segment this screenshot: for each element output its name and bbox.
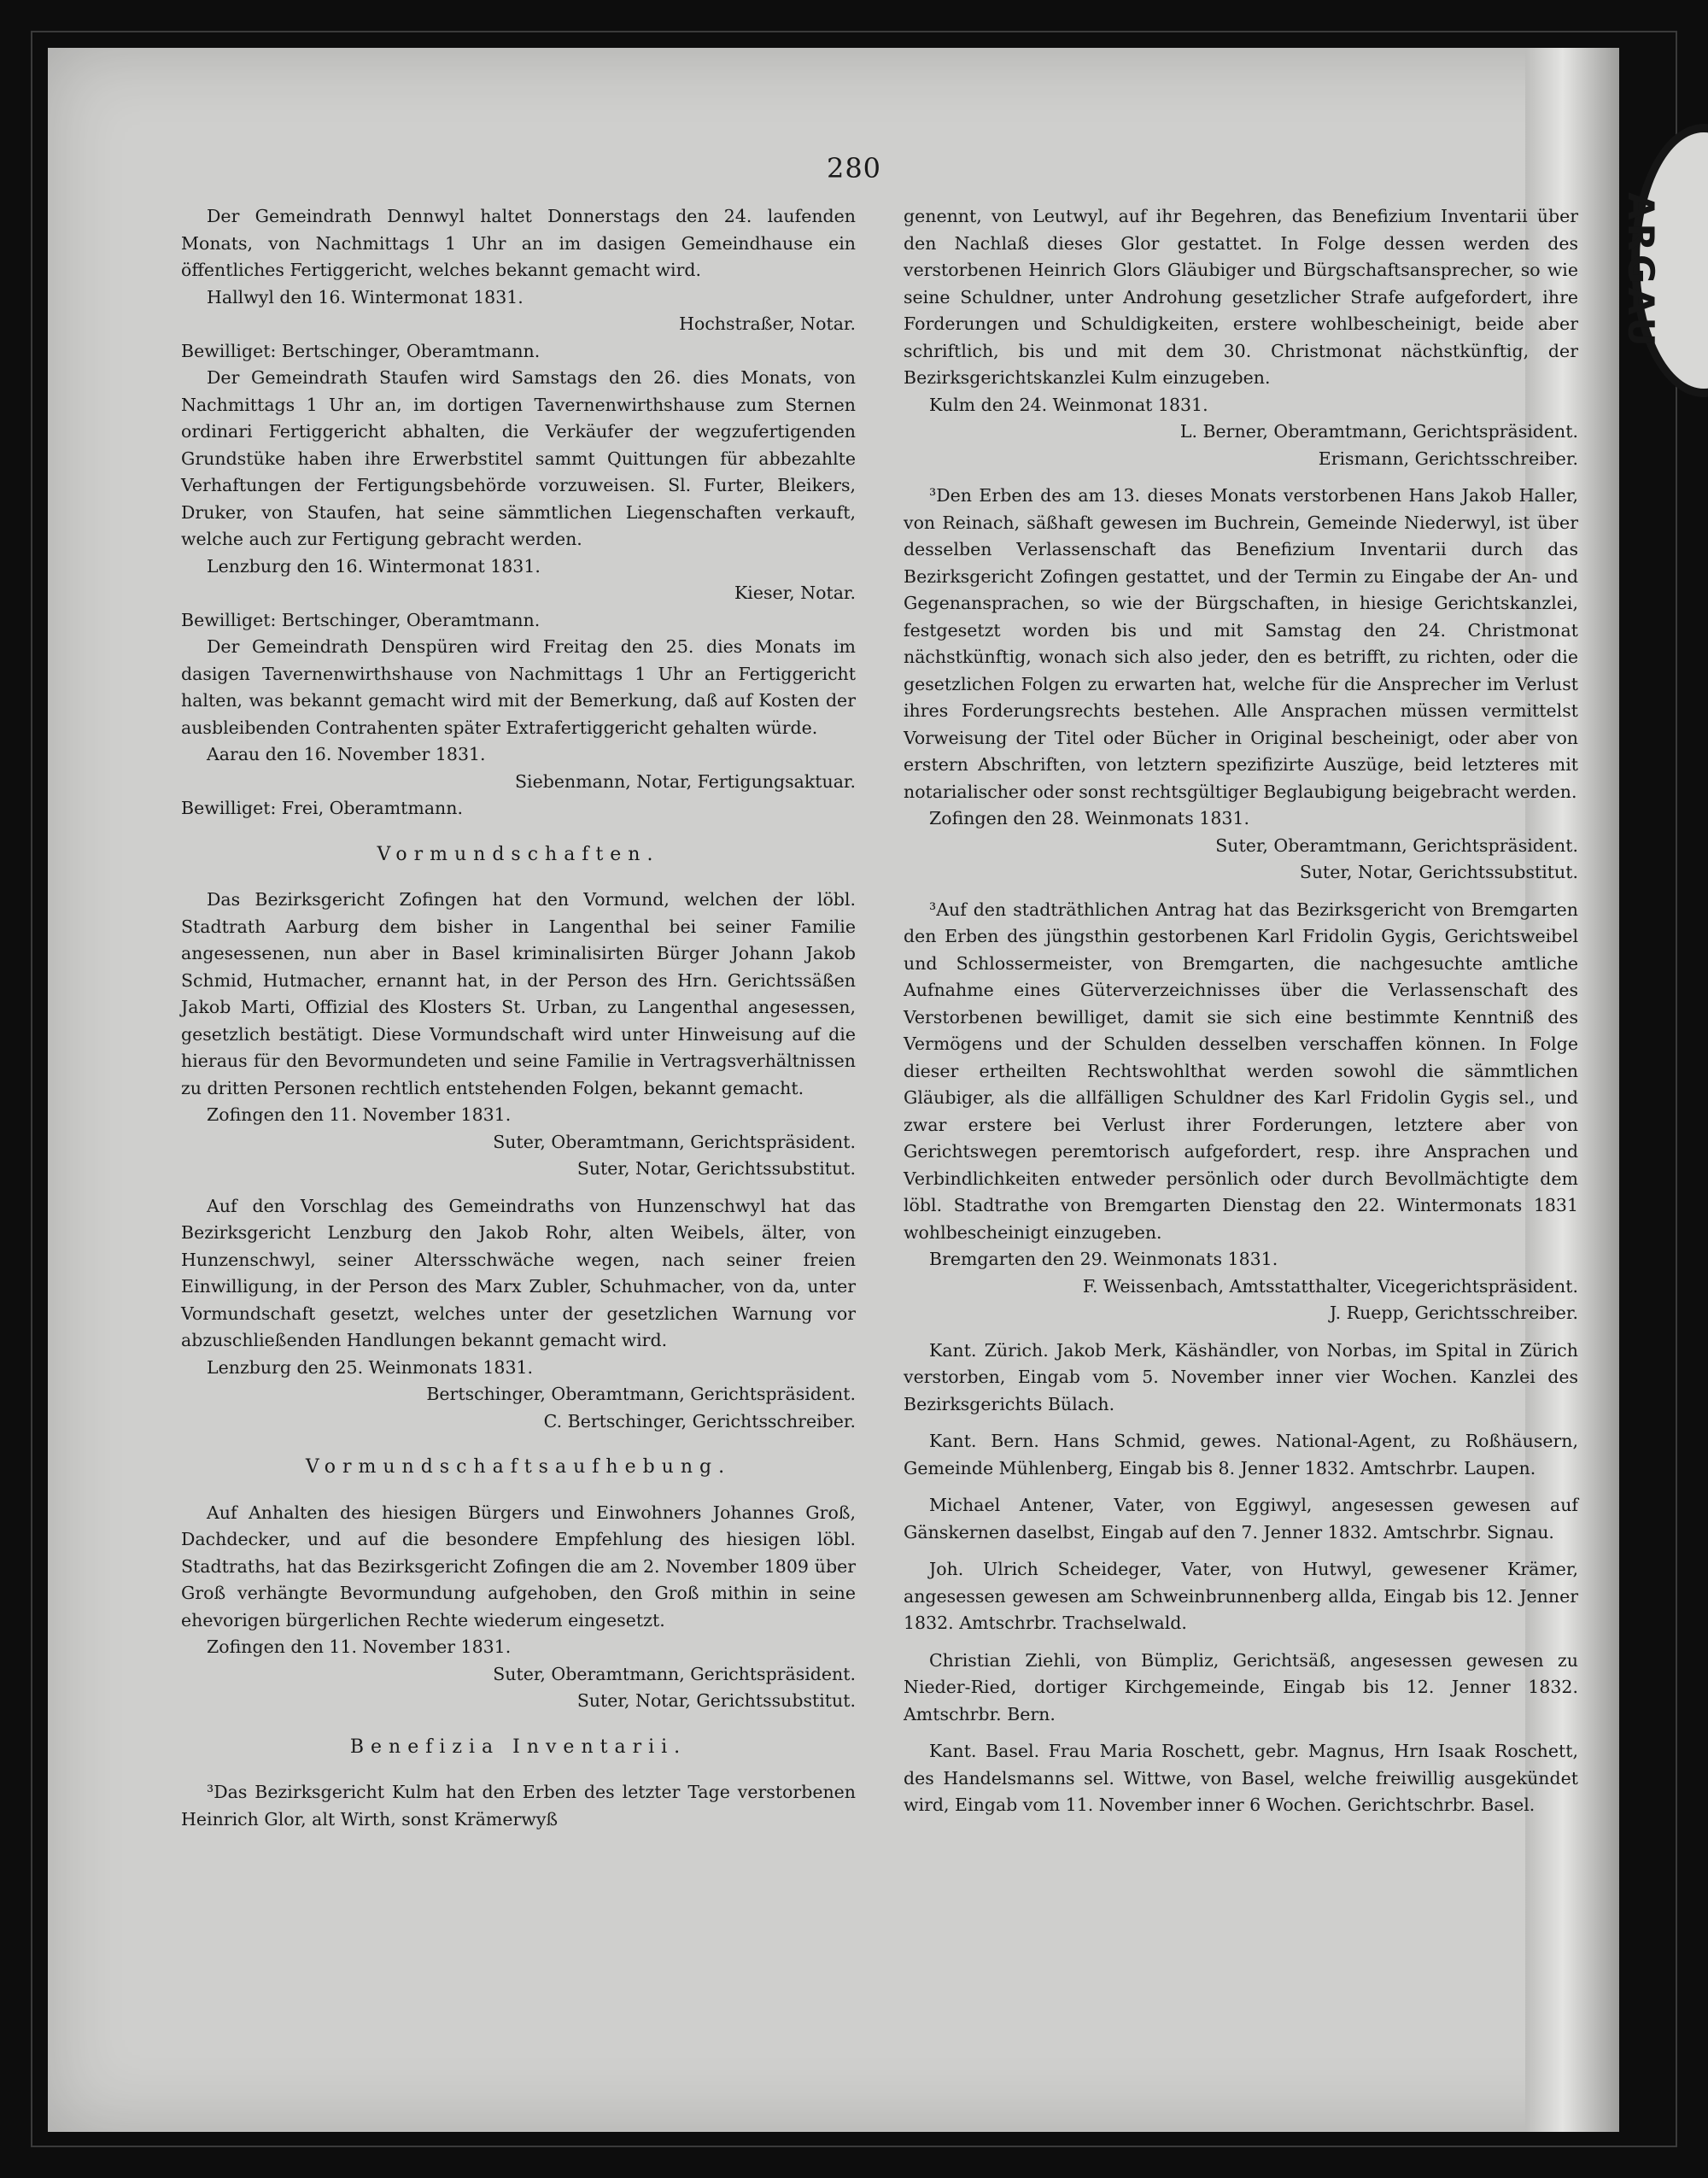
text-line: Michael Antener, Vater, von Eggiwyl, angesessen gewesen auf Gänskernen daselbst, Eingab auf den 7. Jenner 1832. Amtschrbr. Signau.: [904, 1495, 1578, 1543]
text-line: Lenzburg den 16. Wintermonat 1831.: [207, 555, 541, 577]
text-line: Zofingen den 11. November 1831.: [207, 1636, 512, 1657]
text-line: Der Gemeindrath Dennwyl haltet Donnerstags den 24. laufenden Monats, von Nachmittags 1 Uhr an im dasigen Gemeindhause ein öffentliches Fertiggericht, welches bekannt gemacht wird.: [181, 206, 856, 280]
spacer: [181, 1183, 856, 1193]
text-line: Kant. Basel. Frau Maria Roschett, gebr. Magnus, Hrn Isaak Roschett, des Handelsmanns sel. Wittwe, von Basel, welche freiwillig ausgekündet wird, Eingab vom 11. November inner 6 Wochen. Gerichtschrbr. Basel.: [904, 1741, 1578, 1815]
text-line: Suter, Notar, Gerichtssubstitut.: [1299, 862, 1578, 882]
section-heading: Vormundschaftsaufhebung.: [305, 1456, 732, 1478]
text-line: F. Weissenbach, Amtsstatthalter, Vicegerichtspräsident.: [1082, 1275, 1578, 1297]
spacer: [904, 1546, 1578, 1556]
text-line: ³Den Erben des am 13. dieses Monats verstorbenen Hans Jakob Haller, von Reinach, säßhaft gewesen im Buchrein, Gemeinde Niederwyl, ist über desselben Verlassenschaft das Benefizium Inventarii durch das Bezirksgericht Zofingen gestattet, und der Termin zu Eingabe der An- und Gegenansprachen, so wie der Bürgschaften, in hiesige Gerichtskanzlei, festgesetzt worden bis und mit Samstag den 24. Christmonat nächstkünftig, wonach sich also jeder, den es betrifft, zu richten, oder die gesetzlichen Folgen zu erwarten hat, welche für die Ansprecher im Verlust ihres Forderungsrechts bestehen. Alle Ansprachen müssen vermittelst Vorweisung der Titel oder Bücher in Original bescheinigt, oder aber von erstern Abschriften, von letztern spezifizirte Auszüge, beid letzteres mit notarialischer oder sonst rechtsgültiger Beglaubigung beigebracht werden.: [904, 485, 1578, 802]
spacer: [904, 1418, 1578, 1428]
right-column: [904, 203, 1578, 1819]
spacer: [904, 887, 1578, 897]
spacer: [904, 1728, 1578, 1738]
spacer: [904, 472, 1578, 483]
text-line: Siebenmann, Notar, Fertigungsaktuar.: [515, 770, 856, 792]
text-line: Joh. Ulrich Scheideger, Vater, von Hutwyl, gewesener Krämer, angesessen gewesen am Schweinbrunnenberg allda, Eingab bis 12. Jenner 1832. Amtschrbr. Trachselwald.: [904, 1559, 1578, 1633]
text-line: Zofingen den 11. November 1831.: [207, 1104, 512, 1125]
text-line: Suter, Oberamtmann, Gerichtspräsident.: [493, 1131, 856, 1152]
text-line: Bewilliget: Bertschinger, Oberamtmann.: [181, 609, 541, 630]
text-line: J. Ruepp, Gerichtsschreiber.: [1329, 1303, 1578, 1323]
text-line: Kant. Bern. Hans Schmid, gewes. National-Agent, zu Roßhäusern, Gemeinde Mühlenberg, Eingab bis 8. Jenner 1832. Amtschrbr. Laupen.: [904, 1431, 1578, 1478]
section-heading: Benefizia Inventarii.: [349, 1736, 687, 1758]
text-line: Hallwyl den 16. Wintermonat 1831.: [207, 286, 524, 307]
text-line: Suter, Oberamtmann, Gerichtspräsident.: [1215, 834, 1578, 856]
text-line: genennt, von Leutwyl, auf ihr Begehren, das Benefizium Inventarii über den Nachlaß dieses Glor gestattet. In Folge dessen werden des verstorbenen Heinrich Glors Gläubiger und Bürgschaftsansprecher, so wie seine Schuldner, unter Androhung gesetzlicher Strafe aufgefordert, ihre Forderungen und Schuldigkeiten, erstere wohlbescheinigt, beide aber schriftlich, bis und mit dem 30. Christmonat nächstkünftig, der Bezirksgerichtskanzlei Kulm einzugeben.: [904, 206, 1578, 388]
text-line: Erismann, Gerichtsschreiber.: [1318, 448, 1578, 469]
text-line: Bremgarten den 29. Weinmonats 1831.: [929, 1249, 1278, 1269]
text-line: Kant. Zürich. Jakob Merk, Käshändler, von Norbas, im Spital in Zürich verstorben, Eingab vom 5. November inner vier Wochen. Kanzlei des Bezirksgerichts Bülach.: [904, 1339, 1578, 1414]
text-line: Auf Anhalten des hiesigen Bürgers und Einwohners Johannes Groß, Dachdecker, und auf die besondere Empfehlung des hiesigen löbl. Stadtraths, hat das Bezirksgericht Zofingen die am 2. November 1809 über Groß verhängte Bevormundung aufgehoben, den Groß mithin in seine ehevorigen bürgerlichen Rechte wiederum eingesetzt.: [181, 1502, 856, 1631]
spacer: [904, 1482, 1578, 1492]
section-heading: Vormundschaften.: [377, 843, 660, 865]
text-line: Lenzburg den 25. Weinmonats 1831.: [207, 1356, 534, 1378]
text-line: Suter, Notar, Gerichtssubstitut.: [576, 1158, 856, 1179]
text-line: L. Berner, Oberamtmann, Gerichtspräsident.: [1179, 421, 1578, 442]
text-line: Bewilliget: Frei, Oberamtmann.: [181, 798, 463, 818]
text-line: Christian Ziehli, von Bümpliz, Gerichtsäß, angesessen gewesen zu Nieder-Ried, dortiger Kirchgemeinde, Eingab bis 12. Jenner 1832. Amtschrbr. Bern.: [904, 1649, 1578, 1724]
text-line: Das Bezirksgericht Zofingen hat den Vormund, welchen der löbl. Stadtrath Aarburg dem bisher in Langenthal bei seiner Familie angesessenen, nun aber in Basel kriminalisirten Bürger Johann Jakob Schmid, Hutmacher, ernannt hat, in der Person des Hrn. Gerichtssäßen Jakob Marti, Offizial des Klosters St. Urban, zu Langenthal angesessen, gesetzlich bestätigt. Diese Vormundschaft wird unter Hinweisung auf die hieraus für den Bevormundeten und seine Familie in Vertragsverhältnissen zu dritten Personen rechtlich entstehenden Folgen, bekannt gemacht.: [181, 889, 856, 1098]
stamp-text: ARGAU: [1620, 192, 1662, 350]
text-line: Suter, Notar, Gerichtssubstitut.: [576, 1690, 856, 1711]
text-line: Kieser, Notar.: [734, 583, 856, 603]
text-line: Zofingen den 28. Weinmonats 1831.: [929, 808, 1249, 828]
left-column: [181, 203, 856, 1833]
text-line: ³Auf den stadträthlichen Antrag hat das Bezirksgericht von Bremgarten den Erben des jüngsthin gestorbenen Karl Fridolin Gygis, Gerichtsweibel und Schlossermeister, von Bremgarten, die nachgesuchte amtliche Aufnahme eines Güterverzeichnisses über die Verlassenschaft des Verstorbenen bewilliget, damit sie sich eine bestimmte Kenntniß des Vermögens und der Schulden desselben verschaffen können. In Folge dieser ertheilten Rechtswohlthat werden sowohl die sämmtlichen Gläubiger, als die allfälligen Schuldner des Karl Fridolin Gygis sel., und zwar erstere bei Verlust ihrer Forderungen, letztere aber von Gerichtswegen peremtorisch aufgefordert, resp. ihre Ansprachen und Verbindlichkeiten entweder persönlich oder durch Bevollmächtigte dem löbl. Stadtrathe von Bremgarten Dienstag den 22. Wintermonats 1831 wohlbescheinigt einzugeben.: [904, 899, 1578, 1243]
text-line: Auf den Vorschlag des Gemeindraths von Hunzenschwyl hat das Bezirksgericht Lenzburg den Jakob Rohr, alten Weibels, älter, von Hunzenschwyl, seiner Altersschwäche wegen, nach seiner freien Einwilligung, in der Person des Marx Zubler, Schuhmacher, von da, unter Vormundschaft gesetzt, welches unter der gesetzlichen Warnung vor abzuschließenden Handlungen bekannt gemacht wird.: [181, 1195, 856, 1350]
page-number: 280: [826, 152, 882, 184]
text-line: Bertschinger, Oberamtmann, Gerichtspräsident.: [426, 1384, 856, 1404]
text-line: Kulm den 24. Weinmonat 1831.: [929, 394, 1208, 415]
text-line: Aarau den 16. November 1831.: [207, 744, 486, 764]
text-line: Bewilliget: Bertschinger, Oberamtmann.: [181, 340, 541, 361]
text-line: Der Gemeindrath Staufen wird Samstags den 26. dies Monats, von Nachmittags 1 Uhr an, im dortigen Tavernenwirthshause zum Sternen ordinari Fertiggericht abhalten, die Verkäufer der wegzufertigenden Grundstüke haben ihre Erwerbstitel sammt Quittungen für abbezahlte Verhaftungen der Fertigungsbehörde vorzuweisen. Sl. Furter, Bleikers, Druker, von Staufen, hat seine sämmtlichen Liegenschaften verkauft, welche auch zur Fertigung gebracht werden.: [181, 367, 856, 549]
spacer: [904, 1637, 1578, 1648]
text-line: Suter, Oberamtmann, Gerichtspräsident.: [493, 1663, 856, 1684]
text-line: Hochstraßer, Notar.: [679, 313, 856, 334]
text-line: Der Gemeindrath Denspüren wird Freitag den 25. dies Monats im dasigen Tavernenwirthshause von Nachmittags 1 Uhr an Fertiggericht halten, was bekannt gemacht wird mit der Bemerkung, daß auf Kosten der ausbleibenden Contrahenten später Extrafertiggericht gehalten würde.: [181, 636, 856, 738]
spacer: [904, 1327, 1578, 1338]
text-line: C. Bertschinger, Gerichtsschreiber.: [543, 1410, 856, 1432]
text-line: ³Das Bezirksgericht Kulm hat den Erben des letzter Tage verstorbenen Heinrich Glor, alt Wirth, sonst Krämerwyß: [181, 1782, 856, 1830]
